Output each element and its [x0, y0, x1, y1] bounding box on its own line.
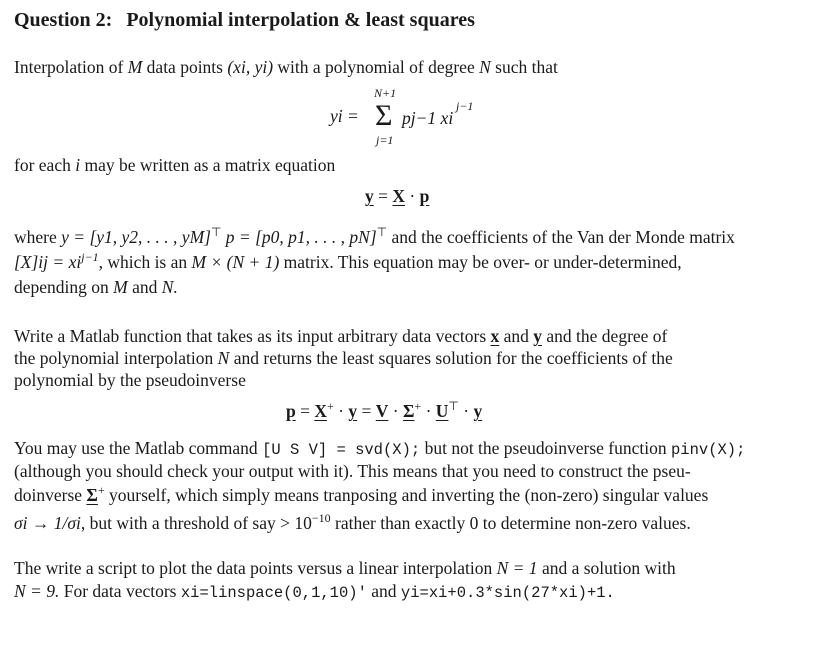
text: yourself, which simply means tranposing and inverting the (non-zero) singular values	[109, 485, 709, 505]
text: depending on	[14, 277, 109, 297]
transpose-mark: ⊤	[210, 225, 222, 240]
text: The write a script to plot the data points versus a linear interpolation	[14, 558, 493, 578]
text: doinverse	[14, 485, 83, 505]
transpose-mark: ⊤	[376, 225, 388, 240]
vec-p: p	[286, 401, 296, 421]
math-threshold: > 10	[280, 513, 312, 533]
vec-y: y	[348, 401, 358, 421]
math-dimensions: M × (N + 1)	[191, 252, 280, 272]
math-point: (xi, yi)	[227, 57, 274, 77]
text: may be written as a matrix equation	[84, 155, 336, 175]
text: Write a Matlab function that takes as its input arbitrary data vectors	[14, 326, 487, 346]
mat-X: X	[314, 401, 327, 421]
math-N9: N = 9.	[14, 581, 60, 601]
math-M: M	[113, 277, 128, 297]
text: For data vectors	[63, 581, 177, 601]
text: , but with a threshold of say	[80, 513, 276, 533]
vec-p: p	[419, 186, 430, 206]
code-pinv: pinv(X);	[671, 441, 746, 459]
text: the polynomial interpolation	[14, 348, 214, 368]
intro-line	[14, 56, 558, 78]
text: matrix. This equation may be over- or under-determined,	[283, 252, 682, 272]
text: and a solution with	[541, 558, 676, 578]
text: , which is an	[98, 252, 188, 272]
math-i: i	[75, 155, 81, 175]
question-label: Question 2:	[14, 9, 113, 31]
depending-line	[14, 276, 178, 298]
plus-superscript: +	[97, 483, 105, 498]
equals: =	[357, 401, 376, 421]
vec-y: y	[473, 401, 483, 421]
matrix-equation	[365, 186, 429, 207]
check-line	[14, 460, 691, 482]
dot: ·	[458, 401, 474, 421]
text: such that	[495, 57, 558, 77]
dot: ·	[405, 186, 420, 206]
pseudoinverse-equation	[286, 401, 482, 422]
text: and the coefficients of the Van der Monde matrix	[391, 227, 735, 247]
math-N: N	[217, 348, 230, 368]
text: for each	[14, 155, 71, 175]
sum-exponent: j−1	[456, 99, 474, 113]
sum-term: pj−1 xi	[402, 108, 454, 128]
math-M: M	[127, 57, 143, 77]
task-line-3	[14, 369, 246, 391]
code-xi: xi=linspace(0,1,10)'	[180, 584, 367, 602]
eq-lhs: yi =	[330, 106, 359, 126]
math-X-ij: [X]ij = xi	[14, 252, 82, 272]
math-p-vector: p = [p0, p1, . . . , pN]	[225, 227, 377, 247]
sum-lower-limit: j=1	[376, 133, 394, 147]
math-N: N	[479, 57, 491, 77]
equals: =	[295, 401, 315, 421]
vec-x: x	[490, 326, 500, 346]
task-line-2	[14, 347, 673, 369]
dot: ·	[388, 401, 403, 421]
math-N1: N = 1	[496, 558, 538, 578]
threshold-line	[14, 512, 691, 534]
mat-U: U	[435, 401, 449, 421]
math-exponent: j−1	[81, 250, 99, 265]
mat-Sigma: Σ	[86, 485, 98, 505]
question-title	[14, 9, 475, 32]
script-line-1	[14, 557, 676, 579]
code-yi: yi=xi+0.3*sin(27*xi)+1.	[400, 584, 615, 602]
dot: ·	[333, 401, 349, 421]
script-line-2	[14, 580, 615, 604]
math-N: N.	[161, 277, 178, 297]
transpose-mark: ⊤	[448, 399, 459, 414]
math-sigma-inverse: σi → 1/σi	[14, 513, 81, 533]
text: rather than exactly 0 to determine non-zero values.	[335, 513, 691, 533]
text: and	[503, 326, 529, 346]
math-y-vector: y = [y1, y2, . . . , yM]	[61, 227, 211, 247]
equals: =	[373, 186, 393, 206]
text: and returns the least squares solution for the coefficients of the	[233, 348, 673, 368]
mat-X: X	[392, 186, 406, 206]
svd-line	[14, 437, 745, 461]
text: with a polynomial of degree	[277, 57, 475, 77]
where-line	[14, 226, 735, 248]
text: where	[14, 227, 57, 247]
text: Interpolation of	[14, 57, 124, 77]
sum-upper-limit: N+1	[374, 86, 397, 100]
plus-superscript: +	[327, 399, 334, 414]
text: polynomial by the pseudoinverse	[14, 370, 246, 390]
vec-y: y	[365, 186, 374, 206]
code-svd: [U S V] = svd(X);	[262, 441, 421, 459]
question-heading: Polynomial interpolation & least squares	[126, 9, 475, 31]
task-line-1	[14, 325, 667, 347]
matrix-intro-line	[14, 154, 335, 176]
text: and	[371, 581, 397, 601]
dot: ·	[421, 401, 436, 421]
text: You may use the Matlab command	[14, 438, 258, 458]
vec-y: y	[533, 326, 543, 346]
doinverse-line	[14, 484, 708, 506]
text: and the degree of	[546, 326, 668, 346]
matrix-def-line	[14, 251, 682, 273]
math-exponent: −10	[311, 511, 331, 526]
mat-V: V	[375, 401, 389, 421]
mat-Sigma: Σ	[402, 401, 415, 421]
text: data points	[146, 57, 223, 77]
text: (although you should check your output with it). This means that you need to construct the pseu-	[14, 461, 691, 481]
plus-superscript: +	[414, 399, 422, 414]
text: and	[132, 277, 158, 297]
sum-symbol: Σ	[375, 99, 393, 132]
text: but not the pseudoinverse function	[424, 438, 667, 458]
